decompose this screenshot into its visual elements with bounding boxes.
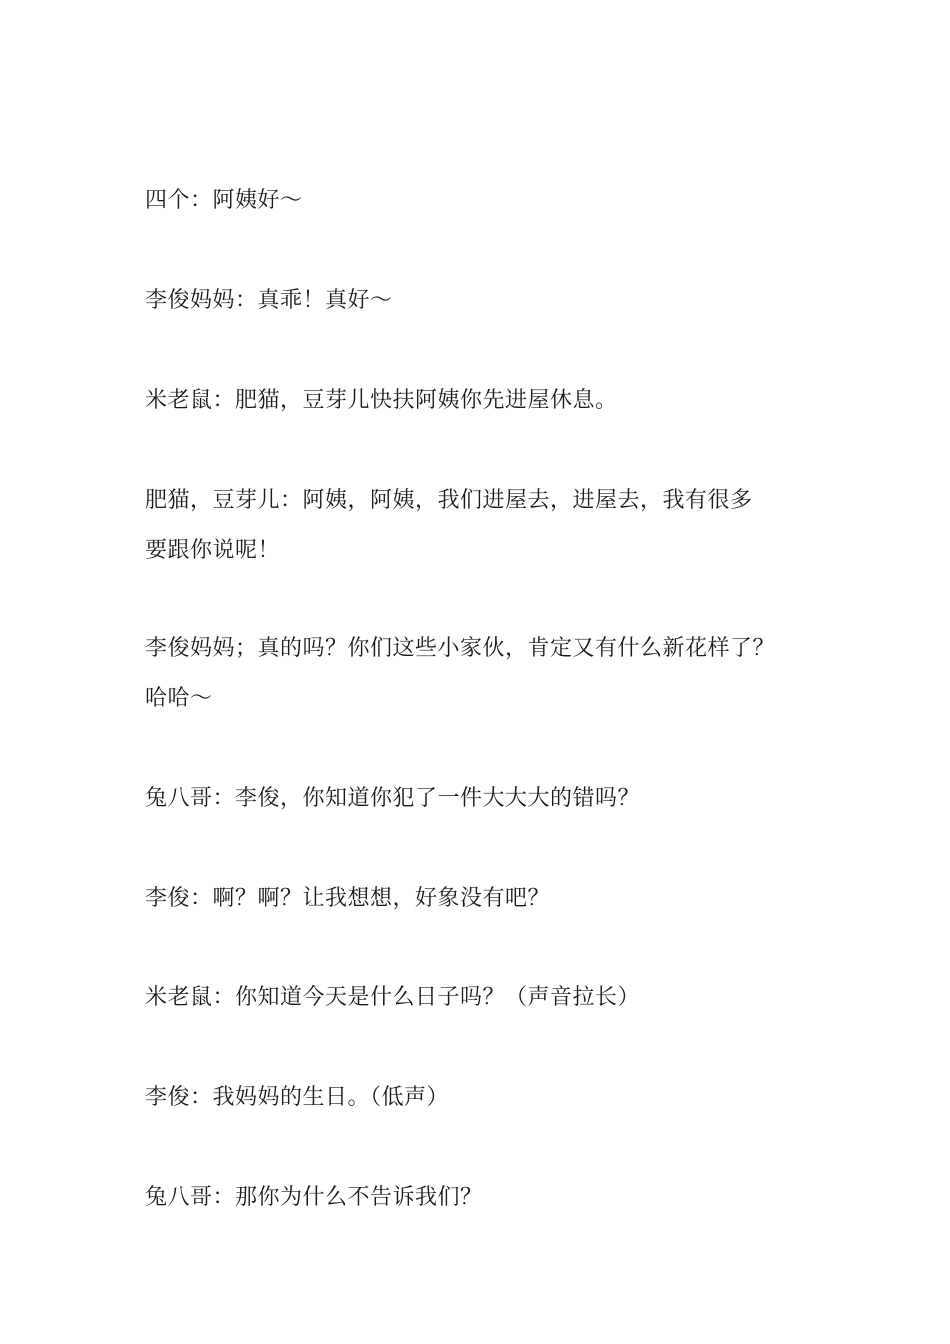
dialogue-line: 米老鼠：你知道今天是什么日子吗？（声音拉长） xyxy=(145,985,641,1010)
dialogue-line: 李俊：啊？啊？让我想想，好象没有吧？ xyxy=(145,886,551,911)
dialogue-line: 兔八哥：李俊，你知道你犯了一件大大大的错吗？ xyxy=(145,786,641,811)
dialogue-line: 李俊：我妈妈的生日。（低声） xyxy=(145,1085,450,1110)
dialogue-line: 李俊妈妈：真乖！真好～ xyxy=(145,288,393,313)
dialogue-line: 兔八哥：那你为什么不告诉我们？ xyxy=(145,1185,483,1210)
dialogue-line: 四个：阿姨好～ xyxy=(145,188,303,213)
dialogue-line-continuation: 要跟你说呢！ xyxy=(145,538,281,563)
dialogue-line: 李俊妈妈；真的吗？你们这些小家伙，肯定又有什么新花样了？ xyxy=(145,636,776,661)
dialogue-line-continuation: 哈哈～ xyxy=(145,686,213,711)
dialogue-line: 米老鼠：肥猫，豆芽儿快扶阿姨你先进屋休息。 xyxy=(145,388,618,413)
dialogue-line: 肥猫，豆芽儿：阿姨，阿姨，我们进屋去，进屋去，我有很多 xyxy=(145,488,753,513)
